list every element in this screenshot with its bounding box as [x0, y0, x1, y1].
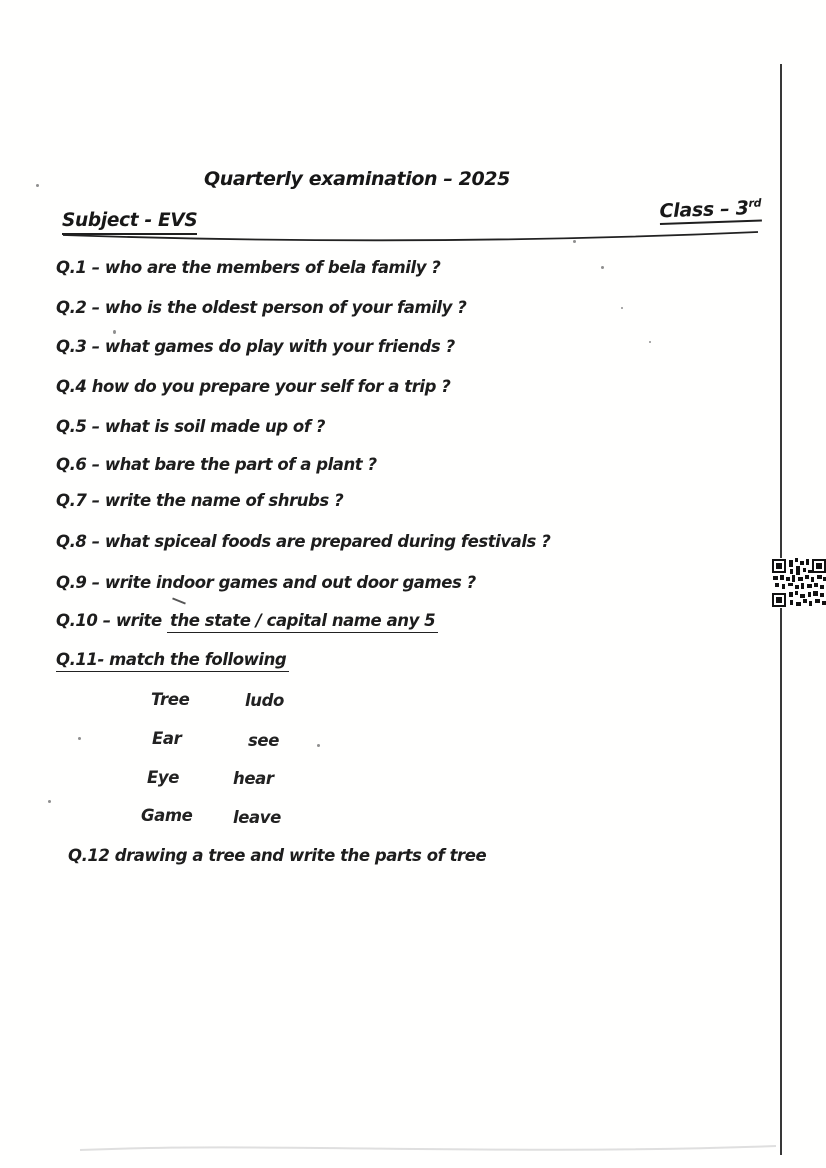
scan-speck	[621, 307, 623, 309]
question-1: Q.1 – who are the members of bela family ?	[56, 258, 441, 277]
question-12: Q.12 drawing a tree and write the parts of tree	[68, 846, 487, 865]
match-left-ear: Ear	[152, 729, 182, 748]
scan-speck	[36, 184, 39, 187]
scan-speck	[48, 800, 51, 803]
question-8: Q.8 – what spiceal foods are prepared during festivals ?	[56, 532, 551, 551]
question-9: Q.9 – write indoor games and out door games ?	[56, 573, 476, 592]
scan-smudge-line	[70, 1136, 786, 1160]
scan-speck	[601, 266, 604, 269]
scan-tick	[172, 597, 186, 604]
question-2: Q.2 – who is the oldest person of your family ?	[56, 298, 467, 317]
class-ordinal-suffix: rd	[748, 196, 762, 210]
question-11-text: Q.11- match the following	[56, 650, 289, 672]
question-6: Q.6 – what bare the part of a plant ?	[56, 455, 377, 474]
match-left-game: Game	[141, 806, 193, 825]
scan-edge-line	[780, 64, 782, 1155]
scan-speck	[317, 744, 320, 747]
match-left-eye: Eye	[147, 768, 180, 787]
class-label-text: Class – 3	[659, 197, 749, 223]
question-10	[56, 611, 438, 630]
question-7: Q.7 – write the name of shrubs ?	[56, 491, 344, 510]
header-rule-line	[58, 226, 764, 248]
question-10-underlined: the state / capital name any 5	[167, 611, 438, 633]
question-5: Q.5 – what is soil made up of ?	[56, 417, 325, 436]
subject-label: Subject - EVS	[62, 210, 197, 235]
match-right-leave: leave	[233, 808, 281, 827]
question-10-prefix: Q.10 – write	[56, 611, 162, 630]
match-right-see: see	[248, 731, 280, 750]
match-left-tree: Tree	[151, 690, 190, 709]
qr-code-icon	[772, 558, 826, 608]
match-right-hear: hear	[233, 769, 274, 788]
scan-speck	[649, 341, 651, 343]
question-4: Q.4 how do you prepare your self for a trip ?	[56, 377, 451, 396]
scan-speck	[78, 737, 81, 740]
class-label	[659, 196, 762, 225]
scan-speck	[573, 240, 576, 243]
scan-speck	[113, 330, 116, 334]
page-title: Quarterly examination – 2025	[204, 168, 510, 190]
match-right-ludo: ludo	[245, 691, 284, 710]
question-11	[56, 650, 289, 669]
question-3: Q.3 – what games do play with your friends ?	[56, 337, 455, 356]
